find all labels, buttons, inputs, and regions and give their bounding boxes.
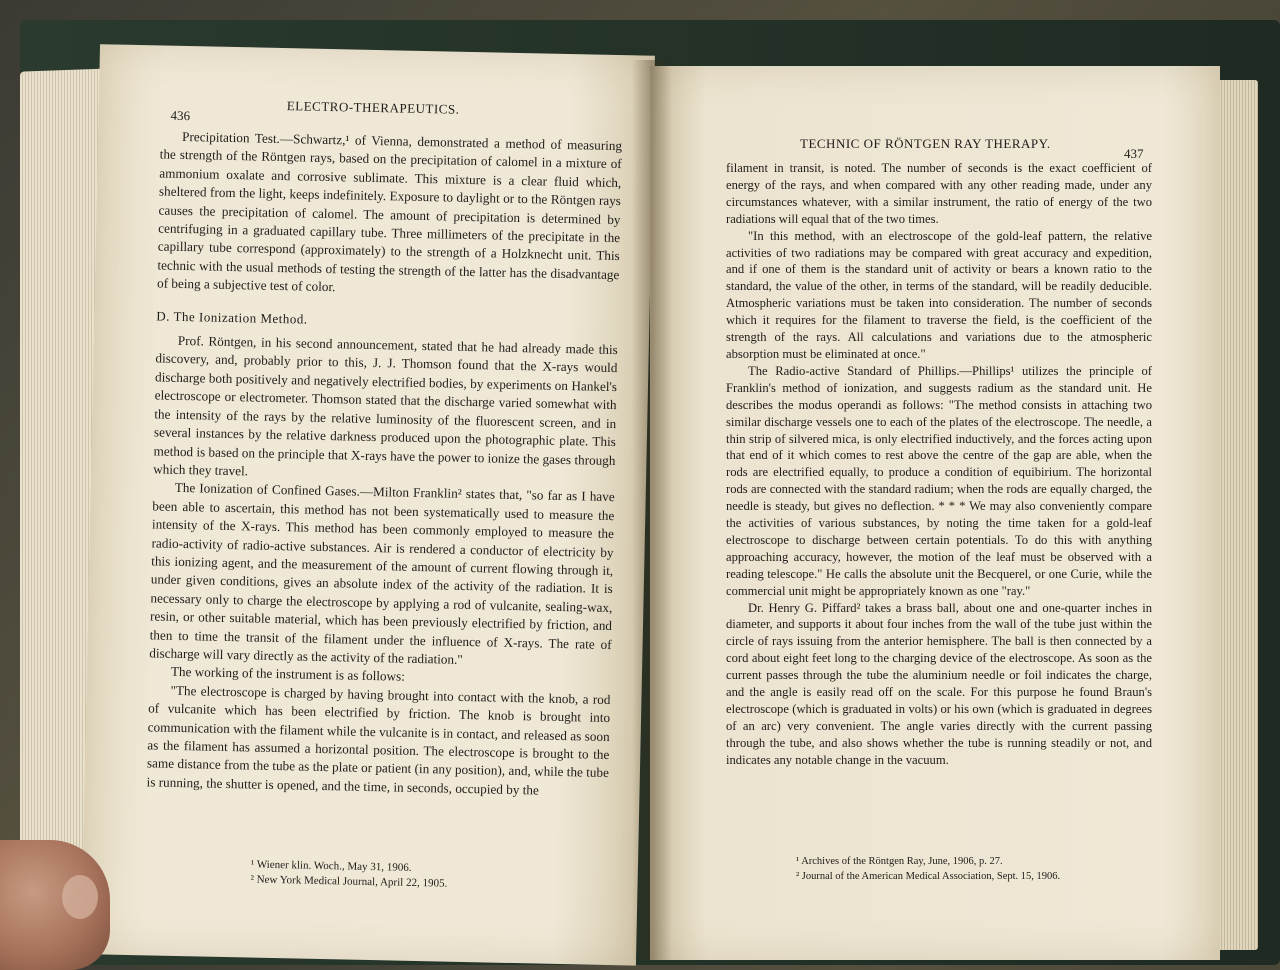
page-number: 437 [1124, 146, 1144, 161]
paragraph: The Ionization of Confined Gases.—Milton Franklin² states that, "so far as I have been able to ascertain, this method has not been systematically used to measure the intensity of the X-rays. This method has been commonly employed to measure the radio-activity of radio-active substances. Air is rendered a conductor of electricity by this ionizing agent, and the measurement of the amount of current flowing through it, under given conditions, gives an absolute index of the activity of the radiation. It is necessary only to charge the electroscope by applying a rod of vulcanite, sealing-wax, resin, or other suitable material, which has been previously electrified by friction, and then to time the transit of the filament under the influence of X-rays. The rate of discharge will vary directly as the activity of the radiation." [149, 480, 615, 667]
page-number: 436 [170, 107, 191, 124]
paragraph: filament in transit, is noted. The number of seconds is the exact coefficient of energy of the rays, and when compared with any other reading made, under any circumstances whatever, with a similar instrument, the ratio of energy of the two radiations will equal that of the two times. [726, 161, 1152, 226]
footnotes [796, 854, 1156, 884]
paragraph: Precipitation Test.—Schwartz,¹ of Vienna, demonstrated a method of measuring the strength of the Röntgen rays, based on the precipitation of calomel in a mixture of ammonium oxalate and corrosive sublimate. This mixture is a clear fluid which, sheltered from the light, keeps indefinitely. Exposure to daylight or to the Röntgen rays causes the precipitation of calomel. The amount of precipitation is determined by centrifuging in a graduated capillary tube. Three millimeters of the precipitate in the capillary tube correspond (approximately) to the strength of a Holzknecht unit. This technic with the usual methods of testing the strength of the latter has the disadvantage of being a subjective test of color. [156, 128, 623, 295]
book-gutter [632, 60, 672, 960]
running-head: ELECTRO-THERAPEUTICS. [286, 98, 460, 117]
footnote: ¹ Wiener klin. Woch., May 31, 1906. [250, 858, 412, 874]
left-page [81, 44, 655, 965]
paragraph: "The electroscope is charged by having brought into contact with the knob, a rod of vulcanite which has been electrified by friction. The knob is brought into communication with the filament while the vulcanite is in contact, and released as soon as the filament has assumed a horizontal position. The electroscope is brought to the same distance from the tube as the plate or patient (in any position), and, while the tube is running, the shutter is opened, and the time, in seconds, occupied by the [146, 682, 611, 798]
right-text-column [726, 160, 1152, 769]
running-head: TECHNIC OF RÖNTGEN RAY THERAPY. [800, 136, 1051, 151]
right-page [650, 66, 1220, 960]
paragraph: The working of the instrument is as follows: [170, 664, 406, 685]
footnote: ¹ Archives of the Röntgen Ray, June, 1906, p. 27. [796, 856, 1003, 867]
paragraph: "In this method, with an electroscope of the gold-leaf pattern, the relative activities of two radiations may be compared with great accuracy and expedition, and if one of them is the standard unit of activity or bears a known ratio to the standard, the value of the other, in terms of the standard, will be readily deducible. Atmospheric variations must be taken into consideration. The number of seconds which it requires for the filament to traverse the field, is the coefficient of the strength of the rays. All calculations and variations due to the atmospheric absorption must be eliminated at once." [726, 228, 1152, 361]
left-text-column [146, 127, 622, 801]
footnote: ² New York Medical Journal, April 22, 1905. [250, 873, 448, 890]
section-heading: D. The Ionization Method. [156, 308, 308, 327]
paragraph: Dr. Henry G. Piffard² takes a brass ball, about one and one-quarter inches in diameter, and supports it about four inches from the wall of the tube just within the circle of rays issuing from the anterior hemisphere. The ball is then connected by a cord about eight feet long to the charging device of the electroscope. As soon as the current passes through the tube the aluminium needle or foil indicates the charge, and the angle is easily read off on the scale. For this purpose he found Braun's electroscope (which is graduated in volts) or his own (which is graduated in degrees of an arc) very convenient. The angle varies directly with the current passing through the tube, and also shows whether the tube is running steadily or not, and indicates any notable change in the vacuum. [726, 600, 1152, 767]
paragraph: Prof. Röntgen, in his second announcement, stated that he had already made this discovery, and, probably prior to this, J. J. Thomson found that the X-rays would discharge both positively and negatively electrified bodies, by experiments on Hankel's electroscope or electrometer. Thomson stated that the discharge varied somewhat with the intensity of the rays by the relative luminosity of the fluorescent screen, and in several instances by the relative darkness produced upon the photographic plate. This method is based on the principle that X-rays have the power to ionize the gases through which they travel. [153, 332, 618, 479]
paragraph: The Radio-active Standard of Phillips.—Phillips¹ utilizes the principle of Franklin's method of ionization, and suggests radium as the standard unit. He describes the modus operandi as follows: "The method consists in attaching two similar discharge vessels one to each of the plates of the electroscope. The needle, a thin strip of silvered mica, is only electrified inductively, and the forces acting upon that end of it which comes to rest above the centre of the gap are able, when the rods are electrified equally, to produce a condition of equibirium. The horizontal rods are connected with the standard radium; when the rods are equally charged, the needle is steady, but gives no deflection. * * * We may also conveniently compare the activities of various substances, by noting the time taken for a gold-leaf electroscope to discharge between certain potentials. To do this with anything approaching accuracy, however, the motion of the leaf must be observed with a reading telescope." He calls the absolute unit the Becquerel, or one Curie, while the commercial unit might be appropriately known as one "ray." [726, 363, 1152, 598]
thumbnail [62, 875, 98, 919]
footnotes [250, 858, 571, 895]
footnote: ² Journal of the American Medical Association, Sept. 15, 1906. [796, 871, 1061, 882]
